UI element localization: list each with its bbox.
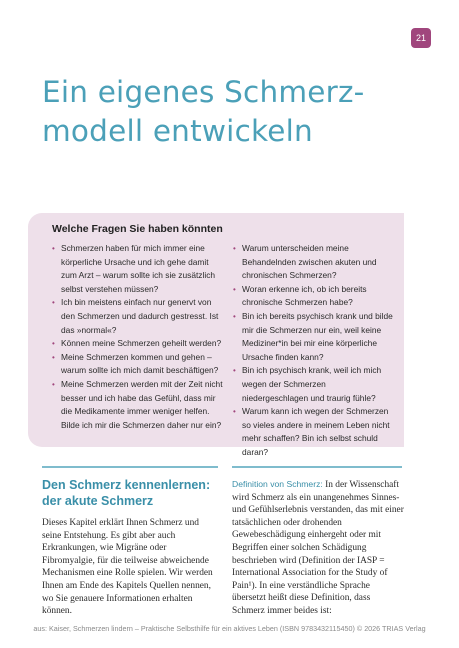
bullet-icon: • — [52, 339, 55, 349]
bullet-icon: • — [52, 298, 55, 308]
questions-list-left — [52, 242, 224, 432]
bullet-icon: • — [233, 366, 236, 376]
section-divider-right — [232, 466, 402, 468]
list-item: • Warum unterscheiden meine Behandelnden zwischen akuten und chronischen Schmerzen? — [233, 243, 377, 281]
page-title — [42, 73, 422, 151]
bullet-icon: • — [233, 284, 236, 294]
list-item: • Bin ich bereits psychisch krank und bilde mir die Schmerzen nur ein, weil keine Mediziner*in bei mir eine körperliche Ursache finden kann? — [233, 310, 393, 362]
title-line-2: modell entwickeln — [42, 114, 313, 148]
title-line-1: Ein eigenes Schmerz- — [42, 75, 365, 109]
list-item: • Warum kann ich wegen der Schmerzen so vieles andere in meinem Leben nicht mehr schaffen? Bin ich selbst schuld daran? — [233, 406, 390, 457]
definition-label: Definition von Schmerz: — [232, 479, 323, 489]
definition-text: In der Wissenschaft wird Schmerz als ein unangenehmes Sinnes- und Gefühlserlebnis verstanden, das mit einer tatsächlichen oder drohenden Gewebeschädigung einhergeht oder mit Begriffen einer solchen Schädigung beschrieben wird (Definition der IASP = International Association for the Study of Pain¹). In eine verständliche Sprache übersetzt heißt diese Definition, dass Schmerz immer beides ist: — [232, 480, 404, 616]
list-item: • Meine Schmerzen werden mit der Zeit nicht besser und ich habe das Gefühl, dass mir die Medikamente immer weniger helfen. Bilde ich mir die Schmerzen daher nur ein? — [52, 378, 223, 430]
questions-box-title: Welche Fragen Sie haben könnten — [52, 223, 223, 235]
body-text-left: Dieses Kapitel erklärt Ihnen Schmerz und seine Entstehung. Es gibt aber auch Erkrankungen, wie Migräne oder Fibromyalgie, für die teilweise abweichende Mechanismen eine Rolle spielen. Wir werden Ihnen am Ende des Kapitels Quellen nennen, wo Sie genauere Informationen erhalten können. — [42, 518, 213, 617]
bullet-icon: • — [52, 379, 55, 389]
bullet-icon: • — [233, 244, 236, 253]
bullet-icon: • — [233, 407, 236, 417]
questions-box — [28, 213, 404, 457]
list-item: • Ich bin meistens einfach nur genervt von den Schmerzen und dadurch gestresst. Ist das »normal«? — [52, 297, 219, 335]
footer-credit: aus: Kaiser, Schmerzen lindern – Praktische Selbsthilfe für ein aktives Leben (ISBN 9783432115450) © 2026 TRIAS Verlag — [33, 624, 426, 633]
bullet-icon: • — [233, 311, 236, 321]
bullet-icon: • — [52, 244, 55, 253]
list-item: • Schmerzen haben für mich immer eine körperliche Ursache und ich gehe damit zum Arzt – warum sollte ich sie zusätzlich selbst verstehen müssen? — [52, 243, 216, 294]
list-item: • Meine Schmerzen kommen und gehen – warum sollte ich mich damit beschäftigen? — [52, 351, 219, 376]
section-divider-left — [42, 466, 218, 468]
page-number-badge: 21 — [411, 28, 431, 48]
list-item: • Bin ich psychisch krank, weil ich mich wegen der Schmerzen niedergeschlagen und traurig fühle? — [233, 365, 382, 403]
list-item: • Können meine Schmerzen geheilt werden? — [52, 337, 224, 351]
section-heading: Den Schmerz kennenlernen: der akute Schmerz — [42, 478, 211, 508]
questions-list-right — [233, 242, 393, 460]
list-item: • Woran erkenne ich, ob ich bereits chronische Schmerzen habe? — [233, 283, 367, 308]
body-text-right — [232, 478, 404, 618]
bullet-icon: • — [52, 352, 55, 362]
